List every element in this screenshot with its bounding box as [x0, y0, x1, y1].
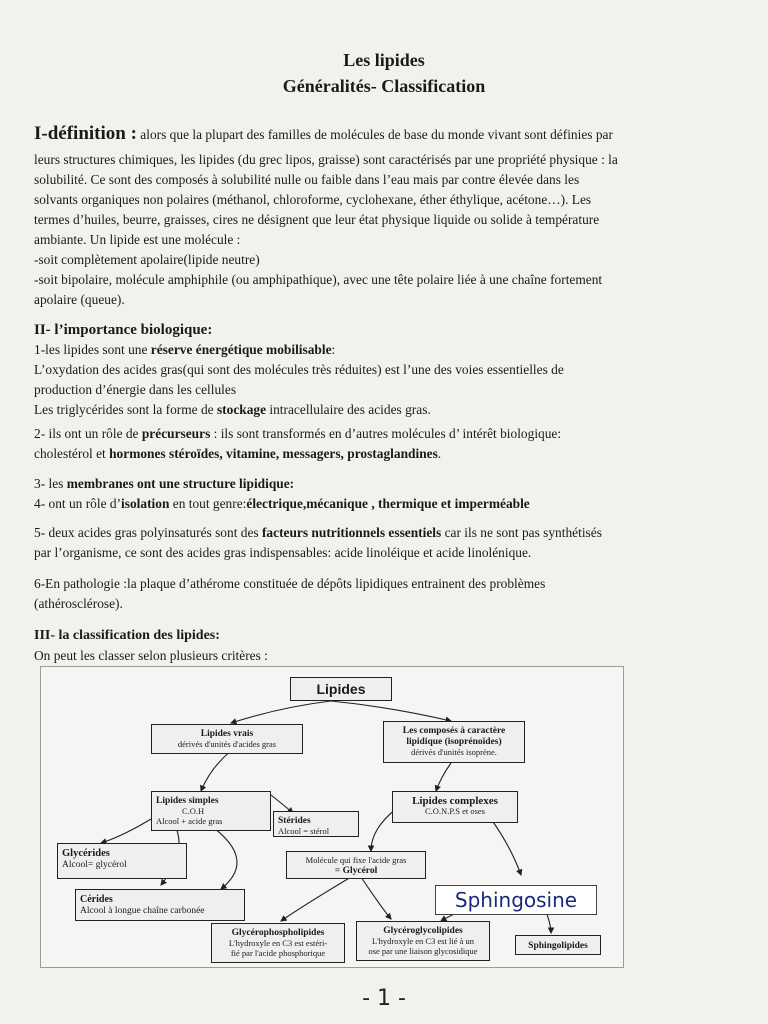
- node-molecule-glycerol: Molécule qui fixe l'acide gras = Glycérol: [286, 851, 426, 879]
- section2-part3: [34, 474, 734, 514]
- section2-part2: [34, 424, 734, 464]
- section1-heading-line: [34, 124, 734, 145]
- s2-p1-line2: L’oxydation des acides gras(qui sont des molécules très réduites) est l’une des voies essentielles de: [34, 362, 564, 377]
- title-line-2: Généralités- Classification: [282, 76, 486, 96]
- section2-part5: [34, 523, 734, 563]
- section3-line: On peut les classer selon plusieurs critères :: [34, 648, 268, 663]
- s2-p1-line1: 1-les lipides sont une réserve énergétique mobilisable:: [34, 342, 336, 357]
- s2-p2-line2: cholestérol et hormones stéroïdes, vitamine, messagers, prostaglandines.: [34, 446, 442, 461]
- section1-line: solubilité. Ce sont des composés à solubilité nulle ou faible dans l’eau mais par contre élevée dans les: [34, 172, 580, 187]
- node-cerides: Cérides Alcool à longue chaîne carbonée: [75, 889, 245, 921]
- node-sterides: Stérides Alcool = stérol: [273, 811, 359, 837]
- title-line-1: Les lipides: [343, 50, 425, 70]
- node-lipides-complexes: Lipides complexes C.O.N.P.S et oses: [392, 791, 518, 823]
- section1-line: solvants organiques non polaires (méthanol, chloroforme, cyclohexane, éther éthylique, acétone…). Les: [34, 192, 592, 207]
- node-sphingolipides: Sphingolipides: [515, 935, 601, 955]
- node-lipides-vrais: Lipides vrais dérivés d'unités d'acides gras: [151, 724, 303, 754]
- section1-line: -soit complètement apolaire(lipide neutre): [34, 252, 260, 267]
- page-number: - 1 -: [362, 986, 406, 1011]
- handwritten-sphingosine: Sphingosine: [435, 885, 597, 915]
- section1-heading: I-définition :: [34, 123, 137, 144]
- s2-p6-line2: (athérosclérose).: [34, 596, 123, 611]
- s2-p5-line2: par l’organisme, ce sont des acides gras indispensables: acide linoléique et acide linolénique.: [34, 545, 532, 560]
- section2-heading: II- l’importance biologique:: [34, 322, 213, 338]
- node-glycerides: Glycérides Alcool= glycérol: [57, 843, 187, 879]
- section2-part1: [34, 340, 734, 420]
- node-lipides: Lipides: [290, 677, 392, 701]
- section1-body: [34, 150, 734, 310]
- s2-p3: 3- les membranes ont une structure lipidique:: [34, 476, 295, 491]
- s2-p4: 4- ont un rôle d’isolation en tout genre:électrique,mécanique , thermique et imperméable: [34, 496, 530, 511]
- section1-line: leurs structures chimiques, les lipides (du grec lipos, graisse) sont caractérisés par une propriété physique : la: [34, 152, 618, 167]
- s2-p1-line4: Les triglycérides sont la forme de stockage intracellulaire des acides gras.: [34, 402, 431, 417]
- classification-diagram: [40, 666, 624, 968]
- node-composes-lipidiques: Les composés à caractère lipidique (isoprénoïdes) dérivés d'unités isoprène.: [383, 721, 525, 763]
- section2-part6: [34, 574, 734, 614]
- section3-heading: III- la classification des lipides:: [34, 628, 220, 643]
- s2-p6-line1: 6-En pathologie :la plaque d’athérome constituée de dépôts lipidiques entrainent des problèmes: [34, 576, 546, 591]
- section1-intro: alors que la plupart des familles de molécules de base du monde vivant sont définies par: [140, 127, 613, 142]
- section1-line: termes d’huiles, beurre, graisses, cires ne désignent que leur état physique liquide ou solide à température: [34, 212, 600, 227]
- node-lipides-simples: Lipides simples C.O.H Alcool + acide gras: [151, 791, 271, 831]
- node-glycerophospholipides: Glycérophospholipides L'hydroxyle en C3 est estéri- fié par l'acide phosphorique: [211, 923, 345, 963]
- node-glyceroglycolipides: Glycéroglycolipides L'hydroxyle en C3 est lié à un ose par une liaison glycosidique: [356, 921, 490, 961]
- s2-p1-line3: production d’énergie dans les cellules: [34, 382, 237, 397]
- section1-line: apolaire (queue).: [34, 292, 125, 307]
- s2-p5-line1: 5- deux acides gras polyinsaturés sont des facteurs nutritionnels essentiels car ils ne sont pas synthétisés: [34, 525, 602, 540]
- section1-line: -soit bipolaire, molécule amphiphile (ou amphipathique), avec une tête polaire liée à une chaîne fortement: [34, 272, 603, 287]
- section1-line: ambiante. Un lipide est une molécule :: [34, 232, 241, 247]
- s2-p2-line1: 2- ils ont un rôle de précurseurs : ils sont transformés en d’autres molécules d’ intérêt biologique:: [34, 426, 562, 441]
